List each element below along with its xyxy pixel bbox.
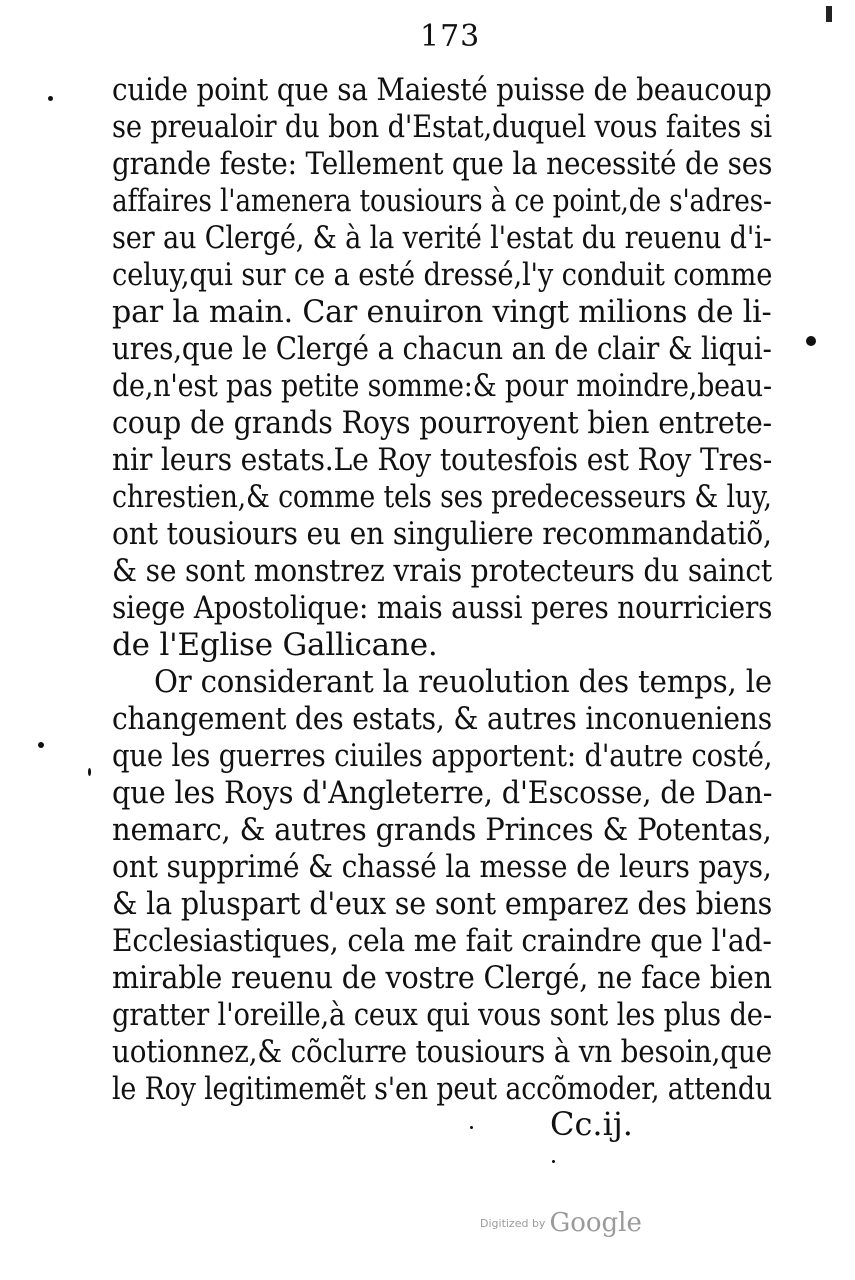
text-line: Or considerant la reuolution des temps, le <box>154 664 772 700</box>
text-line: de,n'est pas petite somme:& pour moindre,beau- <box>112 368 772 404</box>
digitized-watermark <box>480 1208 642 1238</box>
text-line: & se sont monstrez vrais protecteurs du sainct <box>112 553 773 589</box>
text-line: affaires l'amenera tousiours à ce point,de s'adres- <box>112 183 772 219</box>
text-line: par la main. Car enuiron vingt milions de li- <box>112 294 772 330</box>
text-line: le Roy legitimemẽt s'en peut accõmoder, attendu <box>112 1071 773 1107</box>
text-line: & la pluspart d'eux se sont emparez des biens <box>112 886 773 922</box>
watermark-prefix: Digitized by <box>480 1217 546 1230</box>
text-line: ures,que le Clergé a chacun an de clair & liqui- <box>112 331 772 367</box>
text-line: ont supprimé & chassé la messe de leurs pays, <box>112 849 772 885</box>
ink-speck <box>38 742 44 748</box>
text-line: changement des estats, & autres inconueniens <box>112 701 772 737</box>
ink-speck <box>88 768 91 776</box>
text-line: nir leurs estats.Le Roy toutesfois est Roy Tres- <box>112 442 773 478</box>
ink-speck <box>48 96 53 101</box>
text-line: celuy,qui sur ce a esté dressé,l'y conduit comme <box>112 257 773 293</box>
page-number: 173 <box>420 19 481 54</box>
ink-speck <box>552 1160 555 1163</box>
text-line: mirable reuenu de vostre Clergé, ne face bien <box>112 960 772 996</box>
google-logo: Google <box>549 1208 642 1238</box>
text-line: ont tousiours eu en singuliere recommandatiõ, <box>112 516 772 552</box>
text-line: que les Roys d'Angleterre, d'Escosse, de Dan- <box>112 775 773 811</box>
text-line: grande feste: Tellement que la necessité de ses <box>112 146 773 182</box>
ink-speck <box>806 336 816 346</box>
text-line: se preualoir du bon d'Estat,duquel vous faites si <box>112 109 773 145</box>
text-line: que les guerres ciuiles apportent: d'autre costé, <box>112 738 773 774</box>
ink-speck <box>470 1126 473 1129</box>
text-line: uotionnez,& cõclurre tousiours à vn besoin,que <box>112 1034 772 1070</box>
text-line: nemarc, & autres grands Princes & Potentas, <box>112 812 772 848</box>
text-line: gratter l'oreille,à ceux qui vous sont les plus de- <box>112 997 772 1033</box>
binding-edge-mark <box>826 6 832 22</box>
text-line: ser au Clergé, & à la verité l'estat du reuenu d'i- <box>112 220 772 256</box>
signature-mark: Cc.ij. <box>550 1105 633 1143</box>
text-line: de l'Eglise Gallicane. <box>112 627 438 663</box>
text-line: coup de grands Roys pourroyent bien entrete- <box>112 405 772 441</box>
text-line: cuide point que sa Maiesté puisse de beaucoup <box>112 72 772 108</box>
text-line: Ecclesiastiques, cela me fait craindre que l'ad- <box>112 923 772 959</box>
text-line: siege Apostolique: mais aussi peres nourriciers <box>112 590 773 626</box>
text-line: chrestien,& comme tels ses predecesseurs & luy, <box>112 479 772 515</box>
